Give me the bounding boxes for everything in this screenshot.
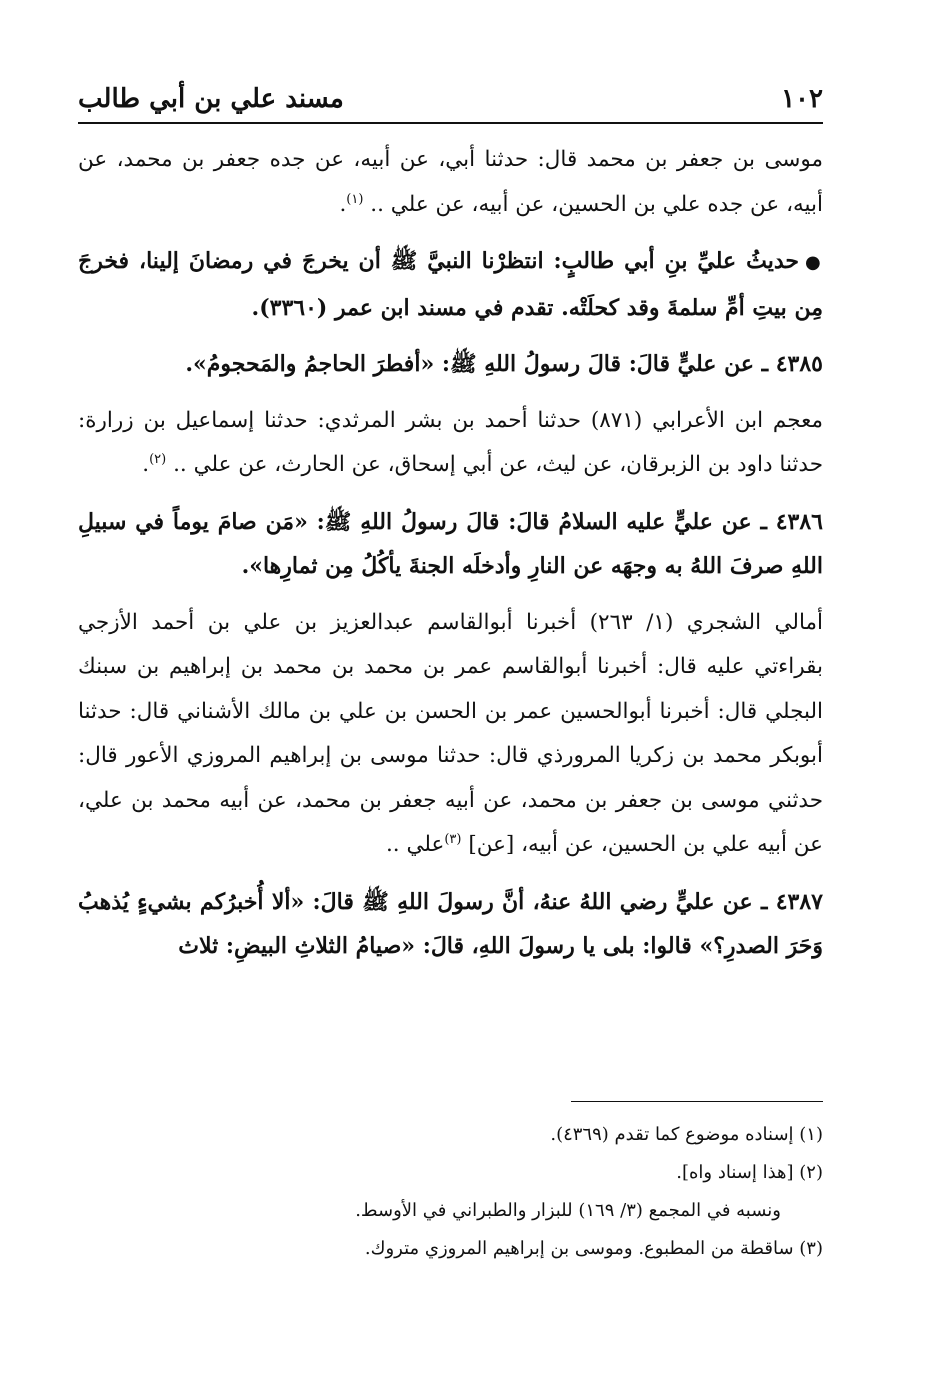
running-header <box>78 68 823 112</box>
hadith-number: ٤٣٨٦ ـ <box>760 508 823 535</box>
footnote-ref: (١) <box>346 191 364 207</box>
hadith-text: عن عليٍّ رضي اللهُ عنهُ، أنَّ رسولَ اللهِ ﷺ قالَ: «ألا أُخبرُكم بشيءٍ يُذهبُ وَحَرَ الصدرِ؟» قالوا: بلى يا رسولَ اللهِ، قالَ: «صيامُ الثلاثِ البيضِ: ثلاث <box>78 888 823 959</box>
hadith-4385 <box>78 342 823 387</box>
footnote-2: (٢) [هذا إسناد واه]. <box>676 1162 823 1183</box>
hadith-text: حديثُ عليِّ بنِ أبي طالبٍ: انتظرْنا النبيَّ ﷺ أن يخرجَ في رمضانَ إلينا، فخرجَ مِن بيتِ أمِّ سلمةَ وقد كحلَتْه. تقدم في مسند ابن عمر (٣٣٦٠). <box>78 248 823 321</box>
footnote-3: (٣) ساقطة من المطبوع. وموسى بن إبراهيم المروزي متروك. <box>364 1238 823 1259</box>
hadith-text: عن عليٍّ عليه السلامُ قالَ: قالَ رسولُ اللهِ ﷺ: «مَن صامَ يوماً في سبيلِ اللهِ صرفَ اللهُ به وجهَه عن النارِ وأدخلَه الجنةَ يأكُلُ مِن ثمارِها». <box>78 508 823 579</box>
source-end: علي .. <box>385 832 445 857</box>
footnote-divider <box>571 1101 823 1102</box>
footnote-1: (١) إسناده موضوع كما تقدم (٤٣٦٩). <box>550 1124 823 1145</box>
source-paragraph <box>78 399 823 488</box>
hadith-4386 <box>78 500 823 589</box>
hadith-number: ٤٣٨٧ ـ <box>760 888 823 915</box>
source-text: معجم ابن الأعرابي (٨٧١) حدثنا أحمد بن بشر المرثدي: حدثنا إسماعيل بن زرارة: حدثنا داود بن الزبرقان، عن ليث، عن أبي إسحاق، عن الحارث، عن علي .. <box>78 407 823 477</box>
hadith-text: عن عليٍّ قالَ: قالَ رسولُ اللهِ ﷺ: «أفطرَ الحاجمُ والمَحجومُ». <box>185 351 754 377</box>
hadith-number: ٤٣٨٥ ـ <box>761 351 823 377</box>
footnote-ref: (٢) <box>149 451 167 467</box>
hadith-cross-reference <box>78 239 823 330</box>
period: . <box>142 452 150 477</box>
main-text <box>78 138 823 981</box>
page-number: ١٠٢ <box>781 84 823 114</box>
footnote-2-continuation: ونسبه في المجمع (٣/ ١٦٩) للبزار والطبراني في الأوسط. <box>355 1200 781 1221</box>
footnote-ref: (٣) <box>444 831 462 847</box>
footnotes <box>78 1116 823 1268</box>
running-title: مسند علي بن أبي طالب <box>78 84 344 114</box>
isnad-paragraph <box>78 138 823 227</box>
hadith-4387 <box>78 880 823 969</box>
isnad-text: موسى بن جعفر بن محمد قال: حدثنا أبي، عن أبيه، عن جده جعفر بن محمد، عن أبيه، عن جده علي بن الحسين، عن أبيه، عن علي .. <box>78 147 823 217</box>
bullet-icon: ● <box>805 252 823 273</box>
source-paragraph <box>78 601 823 868</box>
header-divider <box>78 122 823 124</box>
period: . <box>339 191 347 217</box>
source-text: أمالي الشجري (١/ ٢٦٣) أخبرنا أبوالقاسم عبدالعزيز بن علي بن أحمد الأزجي بقراءتي عليه قال: أخبرنا أبوالقاسم عمر بن محمد بن محمد بن إبراهيم بن سبنك البجلي قال: أخبرنا أبوالحسين عمر بن الحسن بن علي بن مالك الأشناني قال: حدثنا أبوبكر محمد بن زكريا المرورذي قال: حدثنا موسى بن إبراهيم المروزي الأعور قال: حدثني موسى بن جعفر بن محمد، عن أبيه جعفر بن محمد، عن أبيه محمد بن علي، عن أبيه علي بن الحسين، عن أبيه، [عن] <box>78 609 824 857</box>
